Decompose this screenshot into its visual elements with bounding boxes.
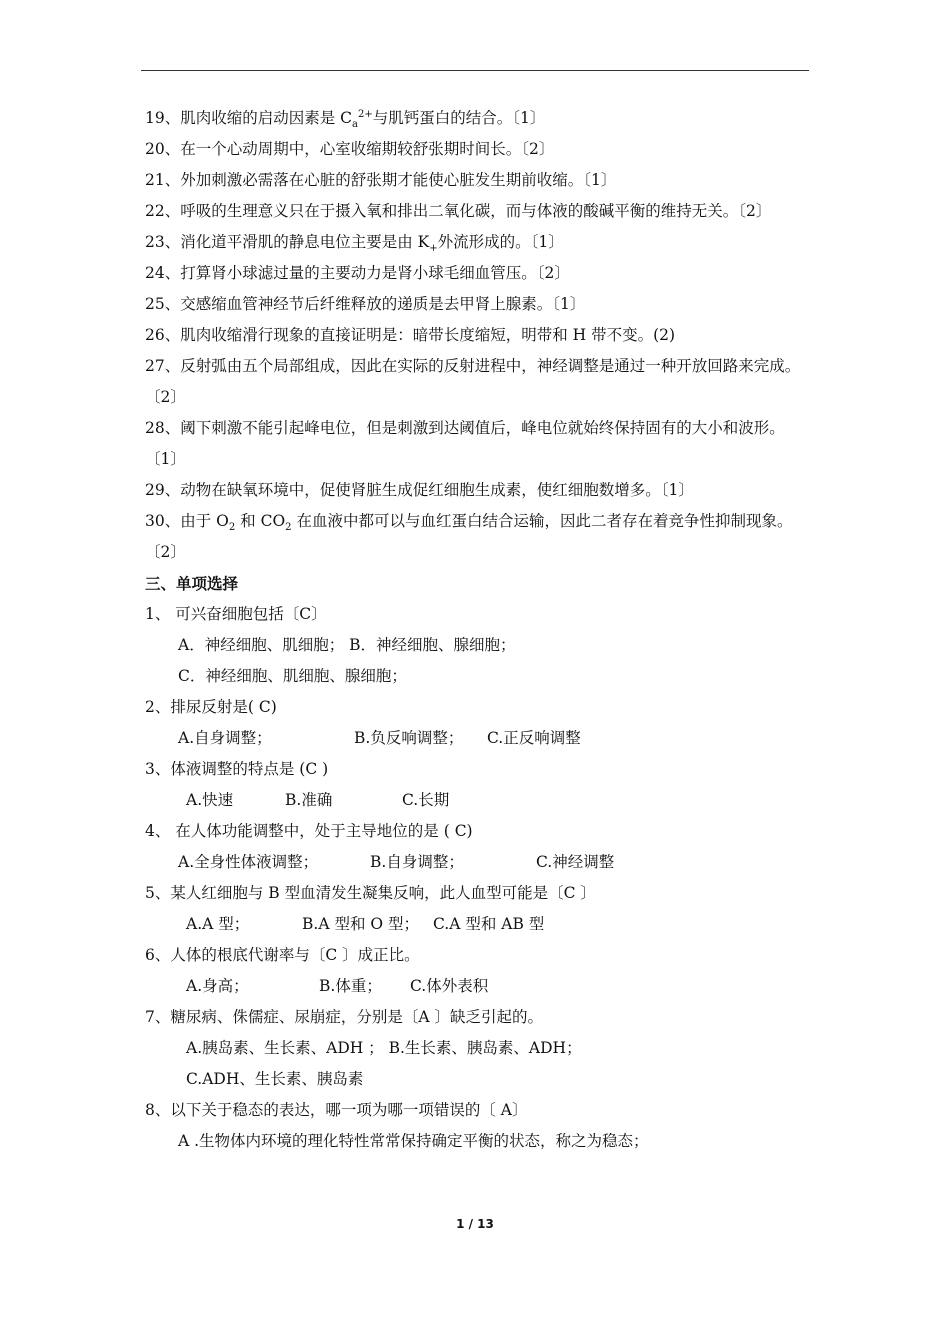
- judgment-23: 23、消化道平滑肌的静息电位主要是由 $K_+$外流形成的。〔1〕: [145, 233, 564, 255]
- question-6-options: [145, 971, 825, 1002]
- judgment-22: 22、呼吸的生理意义只在于摄入氧和排出二氧化碳，而与体液的酸碱平衡的维持无关。〔2〕: [145, 202, 772, 220]
- judgment-29: 29、动物在缺氧环境中，促使肾脏生成促红细胞生成素，使红细胞数增多。〔1〕: [145, 481, 694, 499]
- option-b: B.自身调整；: [370, 853, 464, 871]
- question-2-stem: 2、排尿反射是( C): [145, 698, 277, 716]
- judgment-28-answer: 〔1〕: [145, 450, 186, 468]
- question-1-option-c: C．神经细胞、肌细胞、腺细胞；: [178, 667, 407, 685]
- option-b: B.体重；: [319, 977, 382, 995]
- judgment-30: 30、由于 $O_2$ 和 $CO_2$ 在血液中都可以与血红蛋白结合运输，因此二者存在着竞争性抑制现象。: [145, 512, 793, 534]
- question-2-options: [145, 723, 825, 754]
- question-8-option-a: A .生物体内环境的理化特性常常保持确定平衡的状态，称之为稳态；: [178, 1132, 649, 1150]
- judgment-28: 28、阈下刺激不能引起峰电位，但是刺激到达阈值后，峰电位就始终保持固有的大小和波形。: [145, 419, 785, 437]
- option-a: A.A 型；: [186, 915, 250, 933]
- question-7-stem: 7、糖尿病、侏儒症、尿崩症，分别是〔A 〕缺乏引起的。: [145, 1008, 543, 1026]
- section-title: 三、单项选择: [145, 574, 239, 593]
- judgment-26: 26、肌肉收缩滑行现象的直接证明是：暗带长度缩短，明带和 H 带不变。(2): [145, 326, 676, 344]
- judgment-19: 19、肌肉收缩的启动因素是 $C_a^{2+}$与肌钙蛋白的结合。〔1〕: [145, 108, 546, 131]
- option-a: A.身高；: [186, 977, 249, 995]
- option-c: C.正反响调整: [487, 729, 581, 747]
- option-a: A.快速: [186, 791, 234, 809]
- option-c: C.A 型和 AB 型: [433, 915, 545, 933]
- question-1-stem: 1、 可兴奋细胞包括〔C〕: [145, 605, 327, 623]
- question-4-options: [145, 847, 825, 878]
- option-a: A.全身性体液调整；: [178, 853, 319, 871]
- option-c: C.体外表积: [410, 977, 489, 995]
- question-5-options: [145, 909, 825, 940]
- option-a: A.自身调整；: [178, 729, 272, 747]
- judgment-24: 24、打算肾小球滤过量的主要动力是肾小球毛细血管压。〔2〕: [145, 264, 570, 282]
- question-4-stem: 4、 在人体功能调整中，处于主导地位的是 ( C): [145, 822, 473, 840]
- question-3-stem: 3、体液调整的特点是 (C ): [145, 760, 329, 778]
- judgment-21: 21、外加刺激必需落在心脏的舒张期才能使心脏发生期前收缩。〔1〕: [145, 171, 617, 189]
- question-8-stem: 8、以下关于稳态的表达，哪一项为哪一项错误的〔 A〕: [145, 1101, 528, 1119]
- judgment-27: 27、反射弧由五个局部组成，因此在实际的反射进程中，神经调整是通过一种开放回路来完成。: [145, 357, 801, 375]
- judgment-25: 25、交感缩血管神经节后纤维释放的递质是去甲肾上腺素。〔1〕: [145, 295, 586, 313]
- judgment-30-answer: 〔2〕: [145, 543, 186, 561]
- option-b: B.准确: [285, 791, 333, 809]
- option-c: C.长期: [402, 791, 450, 809]
- question-5-stem: 5、某人红细胞与 B 型血清发生凝集反响，此人血型可能是〔C 〕: [145, 884, 596, 902]
- option-b: B.负反响调整；: [354, 729, 464, 747]
- question-7-options-ab: A.胰岛素、生长素、ADH ； B.生长素、胰岛素、ADH；: [186, 1039, 582, 1057]
- question-1-options-ab: A．神经细胞、肌细胞； B．神经细胞、腺细胞；: [178, 636, 516, 654]
- judgment-27-answer: 〔2〕: [145, 388, 186, 406]
- question-3-options: [145, 785, 825, 816]
- header-rule: [141, 70, 809, 71]
- judgment-20: 20、在一个心动周期中，心室收缩期较舒张期时间长。〔2〕: [145, 140, 555, 158]
- page-number: 1 / 13: [456, 1217, 494, 1231]
- question-6-stem: 6、人体的根底代谢率与〔C 〕成正比。: [145, 946, 420, 964]
- question-7-option-c: C.ADH、生长素、胰岛素: [186, 1070, 364, 1088]
- option-b: B.A 型和 O 型；: [302, 915, 419, 933]
- document-body: [145, 103, 825, 1157]
- option-c: C.神经调整: [536, 853, 615, 871]
